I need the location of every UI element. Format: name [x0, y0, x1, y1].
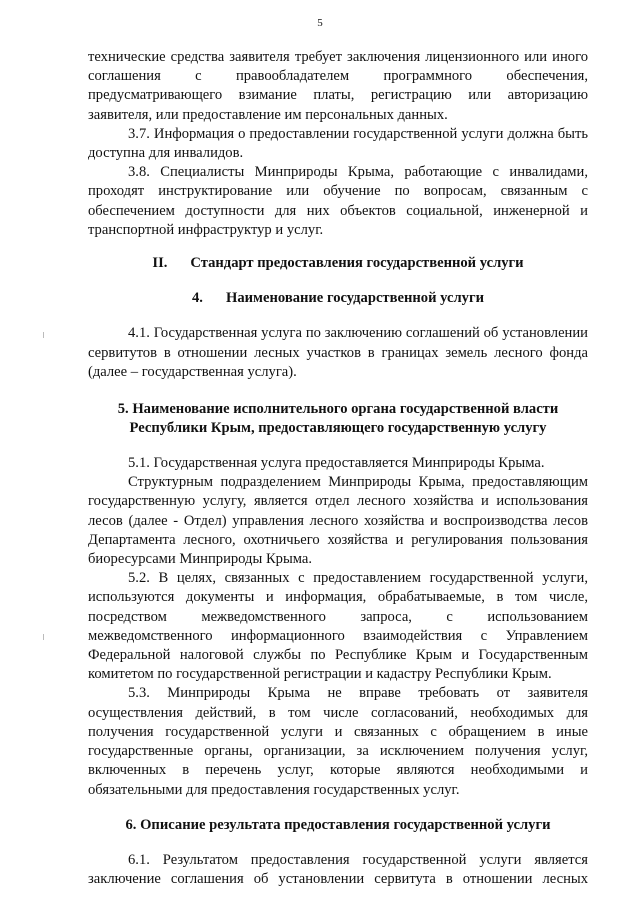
section-4-title: Наименование государственной услуги	[226, 290, 484, 307]
section-2-heading	[88, 254, 588, 273]
section-4-heading	[88, 289, 588, 308]
section-5-title-line-1: 5. Наименование исполнительного органа государственной власти	[117, 401, 559, 418]
document-body	[88, 48, 588, 889]
section-5-title-line-2: Республики Крым, предоставляющего государственную услугу	[129, 420, 547, 437]
paragraph-5-1-b: Структурным подразделением Минприроды Крыма, предоставляющим государственную услугу, является отдел лесного хозяйства и использования лесов (далее - Отдел) управления лесного хозяйства и воспроизводства лесов Департамента лесного, охотничьего хозяйства и регулирования пользования биоресурсами Минприроды Крыма.	[88, 474, 588, 568]
paragraph-3-7: 3.7. Информация о предоставлении государственной услуги должна быть доступна для инвалидов.	[88, 125, 588, 162]
paragraph-5-2: 5.2. В целях, связанных с предоставлением государственной услуги, используются документы и информация, обрабатываемые, в том числе, посредством межведомственного запроса, с использованием межведомственного информационного взаимодействия с Управлением Федеральной налоговой службы по Республике Крым и Государственным комитетом по государственной регистрации и кадастру Республики Крым.	[88, 570, 588, 683]
page-number: 5	[317, 17, 323, 29]
paragraph-3-8: 3.8. Специалисты Минприроды Крыма, работающие с инвалидами, проходят инструктирование или обучение по вопросам, связанным с обеспечением доступности для них объектов социальной, инженерной и транспортной инфраструктур и услуг.	[88, 164, 588, 238]
paragraph-continuation: технические средства заявителя требует заключения лицензионного или иного соглашения с правообладателем программного обеспечения, предусматривающего взимание платы, регистрацию или авторизацию заявителя, или предоставление им персональных данных.	[88, 49, 588, 123]
section-6-heading: 6. Описание результата предоставления государственной услуги	[125, 816, 551, 833]
margin-mark	[43, 634, 44, 640]
paragraph-4-1: 4.1. Государственная услуга по заключению соглашений об установлении сервитутов в отношении лесных участков в границах земель лесного фонда (далее – государственная услуга).	[88, 325, 588, 380]
section-2-title: Стандарт предоставления государственной услуги	[190, 255, 524, 272]
paragraph-6-1: 6.1. Результатом предоставления государственной услуги является заключение соглашения об установлении сервитута в отношении лесных	[88, 851, 588, 888]
margin-mark	[43, 332, 44, 338]
section-2-number: II.	[152, 255, 168, 272]
paragraph-5-3: 5.3. Минприроды Крыма не вправе требовать от заявителя осуществления действий, в том числе согласований, необходимых для получения государственной услуги и связанных с обращением в иные государственные органы, организации, за исключением получения услуг, включенных в перечень услуг, которые являются необходимыми и обязательными для предоставления государственных услуг.	[88, 685, 588, 798]
section-5-heading	[88, 400, 588, 438]
section-4-number: 4.	[192, 290, 203, 307]
paragraph-5-1: 5.1. Государственная услуга предоставляется Минприроды Крыма.	[128, 455, 545, 472]
